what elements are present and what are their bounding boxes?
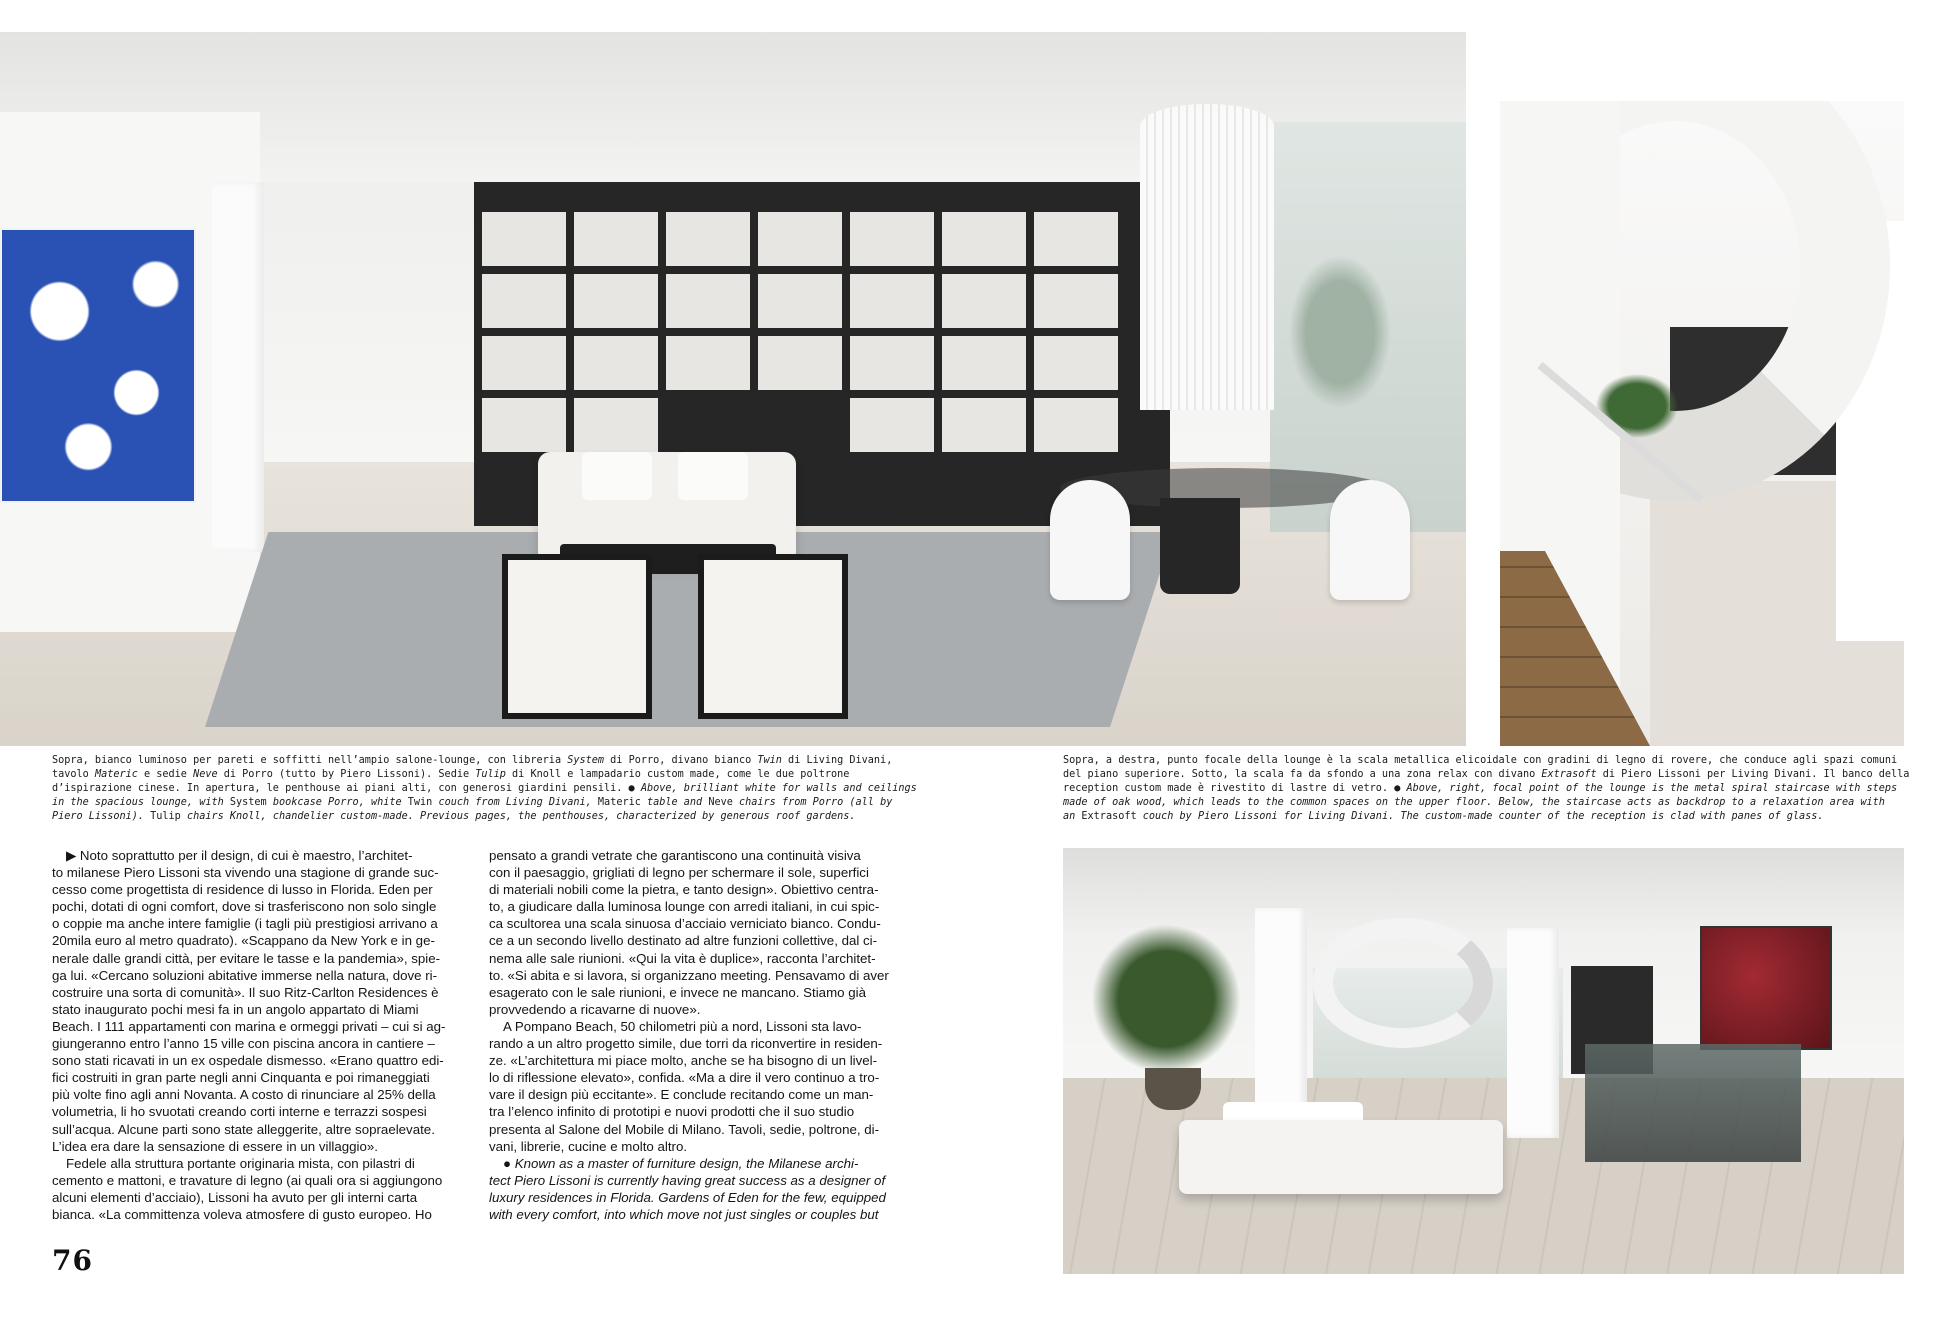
pillar [1507, 928, 1559, 1138]
caption-run: System [229, 797, 267, 808]
text-line: nerale dalle grandi città, per evitare le tasse e la pandemia», spie- [52, 950, 441, 966]
text-line: sono stati ricavati in un ex ospedale dismesso. «Erano quattro edi- [52, 1053, 444, 1069]
table-base [1160, 498, 1240, 594]
caption-run: couch by Piero Lissoni for Living Divani. The custom-made counter of the reception is clad with panes of glass. [1136, 811, 1824, 822]
text-line: più volte fino agli anni Novanta. A costo di rinunciare al 25% della [52, 1087, 436, 1103]
caption-run: an [1063, 811, 1082, 822]
text-line: tect Piero Lissoni is currently having great success as a designer of [489, 1172, 886, 1188]
text-line: ze. «L’architettura mi piace molto, anche se ha bisogno di un livel- [489, 1053, 878, 1069]
text-line: ▶ Noto soprattutto per il design, di cui è maestro, l’architet- [66, 848, 413, 863]
text-line: to. «Si abita e si lavora, si organizzano meeting. Pensavamo di aver [489, 967, 889, 983]
text-line: bianca. «La committenza voleva atmosfere di gusto europeo. Ho [52, 1206, 432, 1222]
caption-run: tavolo [52, 769, 95, 780]
text-line: rando a un altro progetto simile, due torri da riconvertire in residen- [489, 1036, 883, 1052]
caption-run: Above, right, focal point of the lounge is the metal spiral staircase with steps [1406, 783, 1898, 794]
caption-run: Twin [757, 755, 782, 766]
text-line: sull’acqua. Alcune parti sono state alleggerite, altre sopraelevate. [52, 1121, 435, 1137]
text-line: pensato a grandi vetrate che garantiscono una continuità visiva [489, 848, 861, 863]
text-line: tra l’elenco infinito di prototipi e nuovi prodotti che il suo studio [489, 1104, 855, 1120]
text-line: provvedendo a ricavarne di nuove». [489, 1001, 701, 1017]
body-column-2 [489, 847, 889, 1223]
pillar [1255, 908, 1307, 1118]
text-line: nema alle sale riunioni. «Qui la vita è duplice», racconta l’architet- [489, 950, 876, 966]
caption-run: di Piero Lissoni per Living Divani. Il banco della [1596, 769, 1910, 780]
text-line: alcuni elementi d’acciaio), Lissoni ha avuto per gli interni carta [52, 1189, 418, 1205]
caption-line [52, 810, 917, 824]
text-line: cesso come progettista di residence di lusso in Florida. Eden per [52, 882, 433, 898]
text-line: presenta al Salone del Mobile di Milano. Tavoli, sedie, poltrone, di- [489, 1121, 880, 1137]
caption-line [1063, 796, 1909, 810]
caption-run: Twin [407, 797, 433, 808]
pendant-lamp [1140, 104, 1274, 410]
text-line: stato inaugurato pochi mesi fa in un angolo appartato di Miami [52, 1001, 419, 1017]
caption-run: Neve [193, 769, 218, 780]
staircase-photo [1500, 101, 1904, 746]
caption-run: di Porro (tutto by Piero Lissoni). Sedie [217, 769, 476, 780]
armchair [698, 554, 848, 719]
blue-artwork [0, 228, 196, 503]
text-line: 20mila euro al metro quadrato). «Scappano da New York e in ge- [52, 933, 435, 949]
reception-photo [1063, 848, 1904, 1274]
spiral-staircase [1313, 918, 1493, 1048]
text-line: pochi, dotati di ogni comfort, dove si trasferiscono non solo single [52, 899, 437, 915]
plant [1592, 371, 1682, 441]
text-line: A Pompano Beach, 50 chilometri più a nord, Lissoni sta lavo- [503, 1018, 862, 1034]
caption-line [1063, 754, 1909, 768]
caption-run: d’ispirazione cinese. In apertura, le penthouse ai piani alti, con generosi giardini pensili. ● [52, 783, 641, 794]
potted-tree [1091, 924, 1241, 1074]
armchair [502, 554, 652, 719]
caption-run: table and [640, 797, 709, 808]
caption-line [52, 768, 917, 782]
text-line: ce a un secondo livello destinato ad altre funzioni collettive, dal ci- [489, 933, 878, 949]
caption-run: Neve [708, 797, 733, 808]
caption-run: di Knoll e lampadario custom made, come le due poltrone [505, 769, 850, 780]
text-line: di materiali nobili come la pietra, e tanto design». Obiettivo centra- [489, 882, 879, 898]
ceiling [1063, 848, 1904, 928]
caption-run: di Porro, divano bianco [604, 755, 758, 766]
trees-view [1280, 242, 1400, 422]
caption-run: reception custom made è rivestito di lastre di vetro. ● [1063, 783, 1407, 794]
caption-run: Sopra, a destra, punto focale della lounge è la scala metallica elicoidale con gradini di legno di rovere, che conduce agli spazi comuni [1063, 755, 1898, 766]
text-line: con il paesaggio, grigliati di legno per schermare il sole, superfici [489, 865, 869, 881]
text-line: ca scultorea una scala sinuosa d’acciaio verniciato bianco. Condu- [489, 916, 881, 932]
text-line: cemento e mattoni, e travature di legno (ai quali ora si aggiungono [52, 1172, 443, 1188]
text-line: to milanese Piero Lissoni sta vivendo una stagione di grande suc- [52, 865, 439, 881]
caption-run: Extrasoft [1541, 769, 1597, 780]
caption-run: Above, brilliant white for walls and ceilings [640, 783, 917, 794]
caption-run: Tulip [475, 769, 506, 780]
glass-reception-counter [1585, 1044, 1801, 1162]
caption-run: couch from Living Divani, [432, 797, 598, 808]
text-line: giungeranno entro l’anno 15 ville con piscina ancora in cantiere – [52, 1036, 435, 1052]
extrasoft-couch [1179, 1120, 1503, 1194]
caption-run: e sedie [137, 769, 194, 780]
caption-run: bookcase Porro, white [266, 797, 408, 808]
text-line: vare il design più eccitante». E conclude recitando come un man- [489, 1087, 874, 1103]
text-line: ga lui. «Cercano soluzioni abitative immerse nella natura, dove ri- [52, 967, 438, 983]
text-line: lo di riflessione elevato», confida. «Ma a dire il vero continuo a tro- [489, 1070, 880, 1086]
caption-run: made of oak wood, which leads to the common spaces on the upper floor. Below, the staircase acts as backdrop to a relaxation area with [1063, 797, 1885, 808]
text-line: Fedele alla struttura portante originaria mista, con pilastri di [66, 1155, 415, 1171]
caption-left [52, 754, 917, 824]
caption-run: Sopra, bianco luminoso per pareti e soffitti nell’ampio salone-lounge, con libreria [52, 755, 568, 766]
text-line: esagerato con le sale riunioni, e invece ne mancano. Stiamo già [489, 984, 866, 1000]
text-line: fici costruiti in gran parte negli anni Cinquanta e poi rimaneggiati [52, 1070, 430, 1086]
text-line: with every comfort, into which move not just singles or couples but [489, 1206, 879, 1222]
caption-right [1063, 754, 1909, 824]
caption-run: chairs Knoll, chandelier custom-made. Previous pages, the penthouses, characterized by generous roof gardens. [180, 811, 856, 822]
text-line: ● Known as a master of furniture design, the Milanese archi- [503, 1155, 859, 1171]
body-column-1 [52, 847, 445, 1223]
white-column [212, 182, 264, 552]
text-line: Beach. I 111 appartamenti con marina e ormeggi privati – cui si ag- [52, 1018, 446, 1034]
tulip-chair [1050, 480, 1130, 600]
caption-run: Materic [94, 769, 138, 780]
lounge-photo [0, 32, 1466, 746]
plant-pot [1145, 1068, 1201, 1110]
caption-run: del piano superiore. Sotto, la scala fa da sfondo a una zona relax con divano [1063, 769, 1542, 780]
caption-run: in the spacious lounge, with [52, 797, 230, 808]
caption-run: di Living Divani, [781, 755, 893, 766]
caption-line [52, 796, 917, 810]
caption-line [1063, 768, 1909, 782]
caption-run: Materic [597, 797, 641, 808]
text-line: o coppie ma anche intere famiglie (i tagli più prestigiosi arrivano a [52, 916, 438, 932]
caption-line [52, 782, 917, 796]
text-line: volumetria, li ho svuotati creando corti interne e terrazzi sospesi [52, 1104, 427, 1120]
caption-run: chairs from Porro (all by [732, 797, 893, 808]
caption-line [52, 754, 917, 768]
text-line: luxury residences in Florida. Gardens of Eden for the few, equipped [489, 1189, 886, 1205]
text-line: vani, librerie, cucine e molto altro. [489, 1138, 688, 1154]
caption-line [1063, 810, 1909, 824]
tulip-chair [1330, 480, 1410, 600]
caption-run: Tulip [150, 811, 181, 822]
caption-run: Piero Lissoni). [52, 811, 151, 822]
caption-run: Extrasoft [1081, 811, 1137, 822]
text-line: costruire una sorta di comunità». Il suo Ritz-Carlton Residences è [52, 984, 439, 1000]
page-number: 76 [52, 1244, 93, 1277]
caption-line [1063, 782, 1909, 796]
text-line: L’idea era dare la sensazione di essere in un villaggio». [52, 1138, 378, 1154]
red-artwork [1700, 926, 1832, 1050]
caption-run: System [567, 755, 605, 766]
text-line: to, a giudicare dalla luminosa lounge con arredi italiani, in cui spic- [489, 899, 880, 915]
